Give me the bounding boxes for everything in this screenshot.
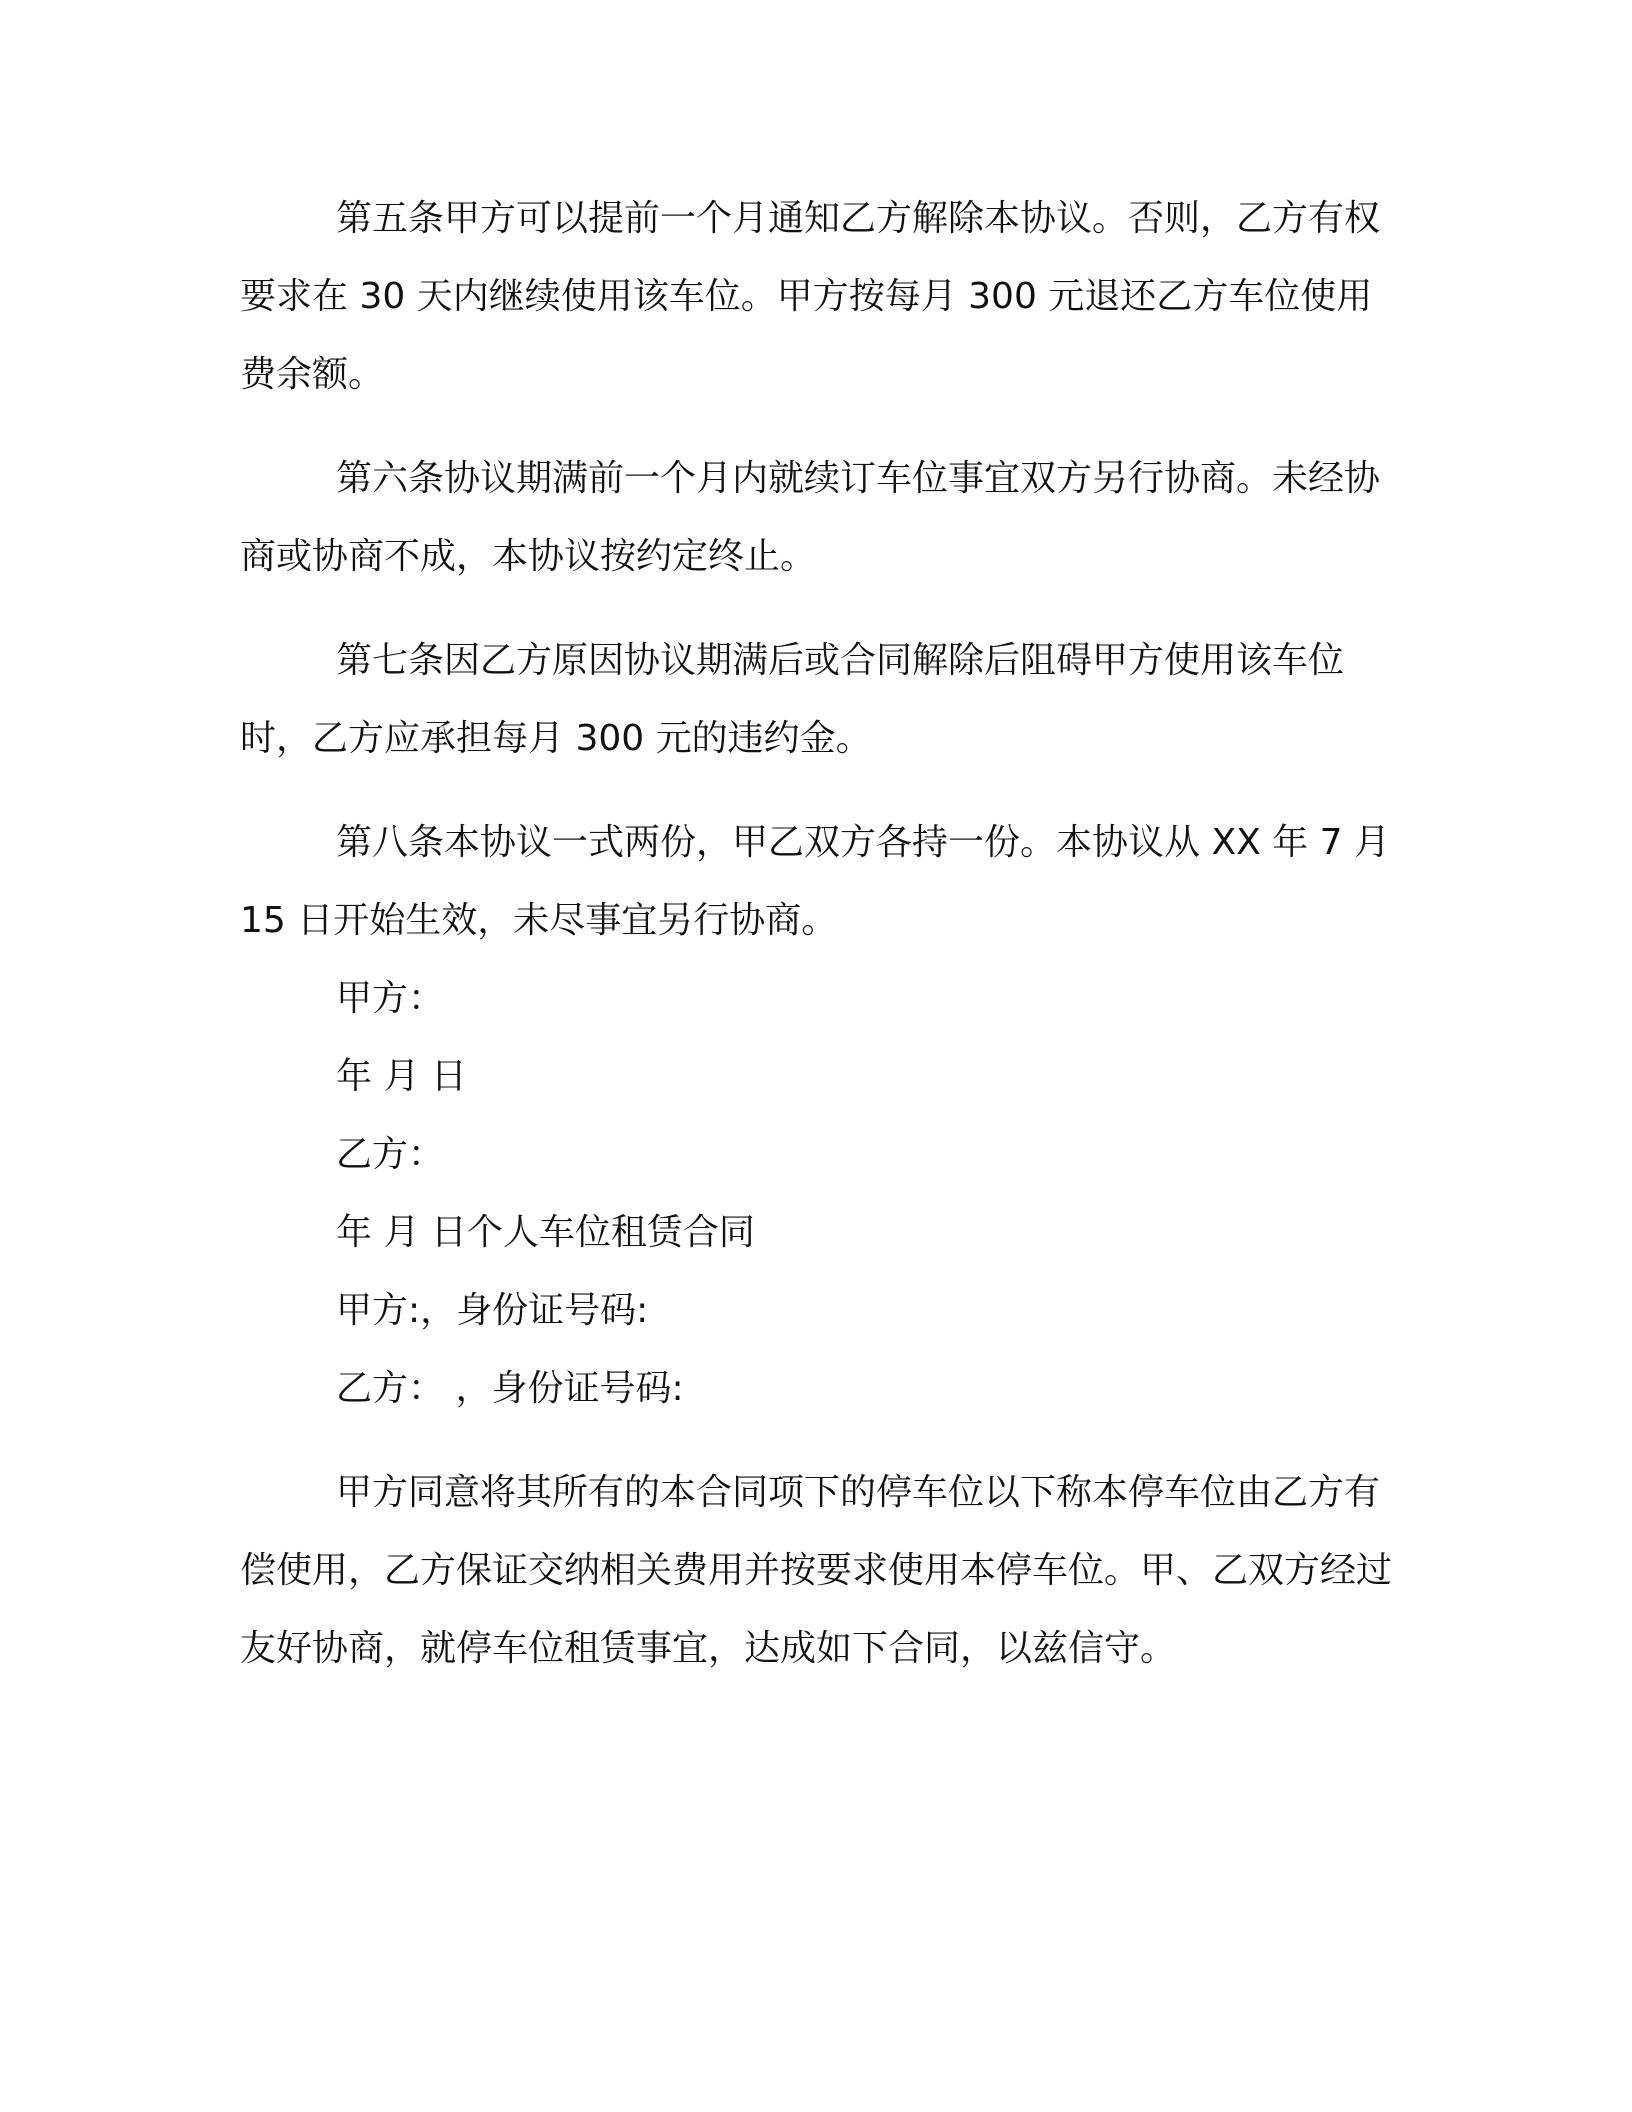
party-a-id-line: 甲方:，身份证号码: <box>336 1290 649 1331</box>
signature-party-a: 甲方： <box>336 978 445 1019</box>
signature-date-b-and-title: 年 月 日个人车位租赁合同 <box>336 1212 755 1253</box>
article-8: 第八条本协议一式两份，甲乙双方各持一份。本协议从 XX 年 7 月 15 日开始生效，未尽事宜另行协商。 <box>240 822 1391 941</box>
signature-party-b: 乙方： <box>336 1134 445 1175</box>
signature-date-a: 年 月 日 <box>336 1056 467 1097</box>
document-page <box>240 180 1392 1688</box>
contract-intro: 甲方同意将其所有的本合同项下的停车位以下称本停车位由乙方有偿使用，乙方保证交纳相关费用并按要求使用本停车位。甲、乙双方经过友好协商，就停车位租赁事宜，达成如下合同，以兹信守。 <box>240 1472 1393 1669</box>
article-7: 第七条因乙方原因协议期满后或合同解除后阻碍甲方使用该车位时，乙方应承担每月 300 元的违约金。 <box>240 640 1345 759</box>
article-6: 第六条协议期满前一个月内就续订车位事宜双方另行协商。未经协商或协商不成，本协议按约定终止。 <box>240 458 1381 577</box>
party-b-id-line: 乙方： ，身份证号码: <box>336 1368 684 1409</box>
article-5: 第五条甲方可以提前一个月通知乙方解除本协议。否则，乙方有权要求在 30 天内继续使用该车位。甲方按每月 300 元退还乙方车位使用费余额。 <box>240 198 1381 395</box>
